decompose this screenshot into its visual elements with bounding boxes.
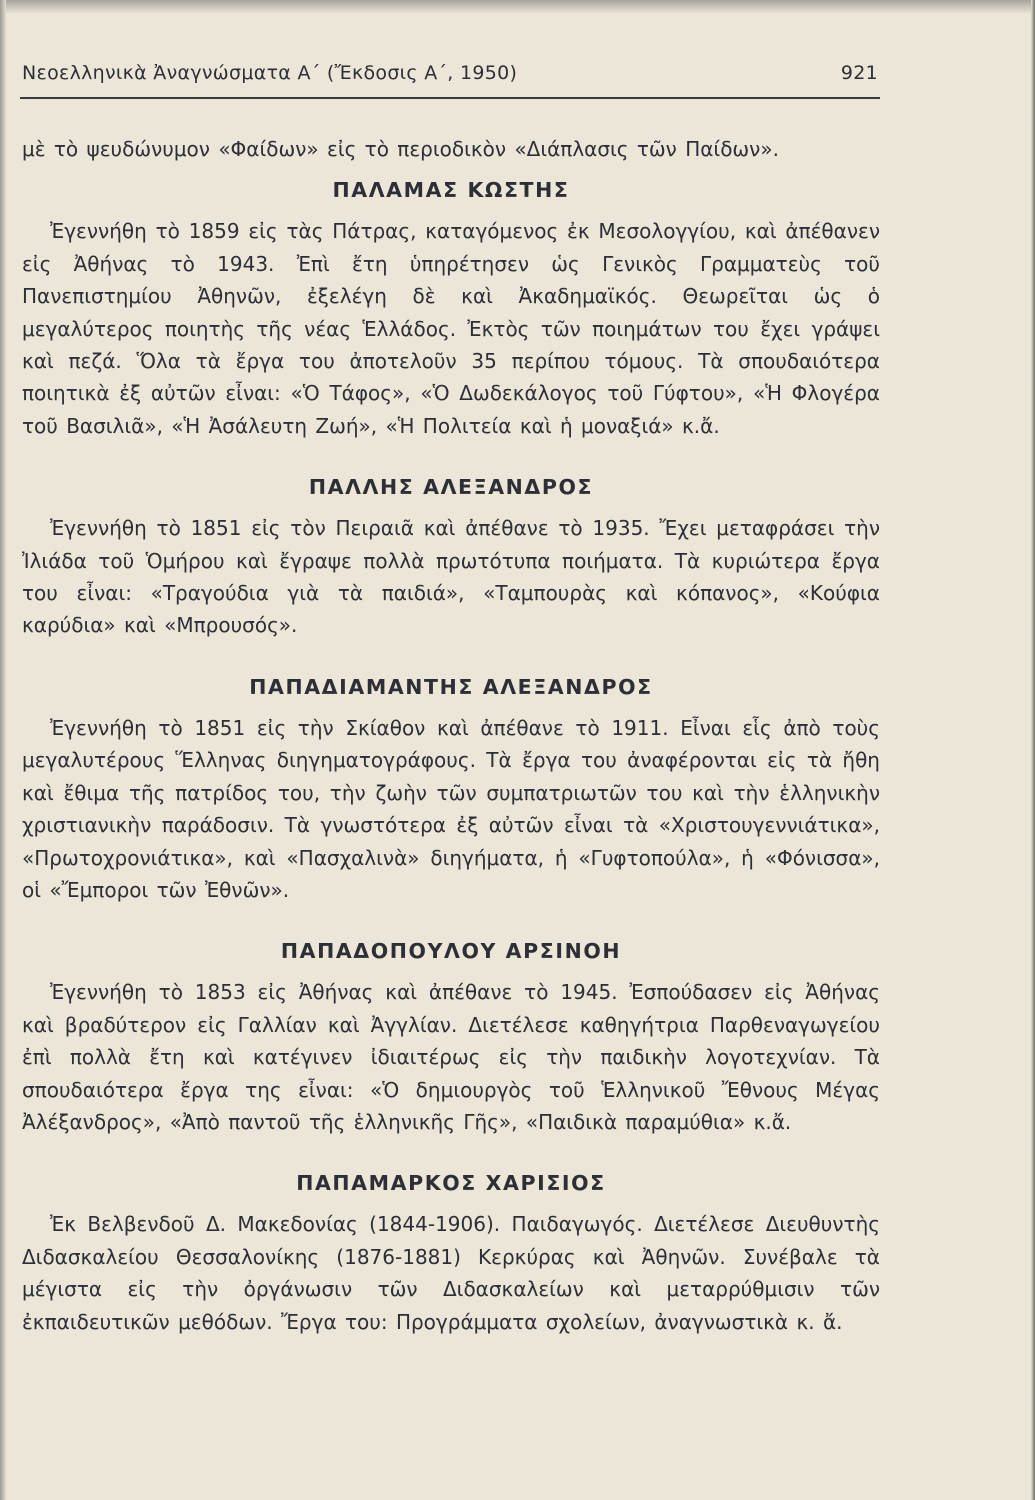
page-left-edge (0, 0, 6, 1500)
entry-heading-palamas: ΠΑΛΑΜΑΣ ΚΩΣΤΗΣ (332, 178, 570, 203)
entry-text-pallis: Ἐγεννήθη τὸ 1851 εἰς τὸν Πειραιᾶ καὶ ἀπέθανε τὸ 1935. Ἔχει μεταφράσει τὴν Ἰλιάδα τοῦ Ὁμήρου καὶ ἔγραψε πολλὰ πρωτότυπα ποιήματα. Τὰ κυριώτερα ἔργα του εἶναι: «Τραγούδια γιὰ τὰ παιδιά», «Ταμπουρὰς καὶ κόπανος», «Κούφια καρύδια» καὶ «Μπρουσός». (22, 516, 880, 638)
page-right-edge (1031, 0, 1035, 1500)
entry-heading-pallis: ΠΑΛΛΗΣ ΑΛΕΞΑΝΔΡΟΣ (308, 475, 594, 500)
entry-text-papadopoulou: Ἐγεννήθη τὸ 1853 εἰς Ἀθήνας καὶ ἀπέθανε τὸ 1945. Ἐσπούδασεν εἰς Ἀθήνας καὶ βραδύτερον εἰς Γαλλίαν καὶ Ἀγγλίαν. Διετέλεσε καθηγήτρια Παρθεναγωγείου ἐπὶ πολλὰ ἔτη καὶ κατέγινεν ἰδιαιτέρως εἰς τὴν παιδικὴν λογοτεχνίαν. Τὰ σπουδαιότερα ἔργα της εἶναι: «Ὁ δημιουργὸς τοῦ Ἑλληνικοῦ Ἔθνους Μέγας Ἀλέξανδρος», «Ἀπὸ παντοῦ τῆς ἑλληνικῆς Γῆς», «Παιδικὰ παραμύθια» κ.ἄ. (22, 980, 880, 1134)
running-head-title: Νεοελληνικὰ Ἀναγνώσματα Α΄ (Ἔκδοσις Α΄, 1950) (22, 62, 518, 84)
entry-text-papadiamantis: Ἐγεννήθη τὸ 1851 εἰς τὴν Σκίαθον καὶ ἀπέθανε τὸ 1911. Εἶναι εἷς ἀπὸ τοὺς μεγαλυτέρους Ἕλληνας διηγηματογράφους. Τὰ ἔργα του ἀναφέρονται εἰς τὰ ἤθη καὶ ἔθιμα τῆς πατρίδος του, τὴν ζωὴν τῶν συμπατριωτῶν του καὶ τὴν ἑλληνικὴν χριστιανικὴν παράδοσιν. Τὰ γνωστότερα ἐξ αὐτῶν εἶναι τὰ «Χριστουγεννιάτικα», «Πρωτοχρονιάτικα», καὶ «Πασχαλινὰ» διηγήματα, ἡ «Γυφτοπούλα», ἡ «Φόνισσα», οἱ «Ἔμποροι τῶν Ἐθνῶν». (22, 715, 880, 902)
page-number: 921 (840, 62, 878, 84)
page-content (22, 133, 880, 1338)
entry-text-papamarkos: Ἐκ Βελβενδοῦ Δ. Μακεδονίας (1844-1906). Παιδαγωγός. Διετέλεσε Διευθυντὴς Διδασκαλείου Θεσσαλονίκης (1876-1881) Κερκύρας καὶ Ἀθηνῶν. Συνέβαλε τὰ μέγιστα εἰς τὴν ὀργάνωσιν τῶν Διδασκαλείων καὶ μεταρρύθμισιν τῶν ἐκπαιδευτικῶν μεθόδων. Ἔργα του: Προγράμματα σχολείων, ἀναγνωστικὰ κ. ἄ. (22, 1212, 880, 1334)
running-head (22, 62, 878, 98)
page-top-shadow (0, 0, 1035, 14)
header-rule (20, 97, 880, 99)
entry-heading-papamarkos: ΠΑΠΑΜΑΡΚΟΣ ΧΑΡΙΣΙΟΣ (296, 1171, 606, 1196)
entry-heading-papadiamantis: ΠΑΠΑΔΙΑΜΑΝΤΗΣ ΑΛΕΞΑΝΔΡΟΣ (249, 674, 653, 699)
entry-heading-papadopoulou: ΠΑΠΑΔΟΠΟΥΛΟΥ ΑΡΣΙΝΟΗ (280, 939, 622, 964)
continuation-paragraph: μὲ τὸ ψευδώνυμον «Φαίδων» εἰς τὸ περιοδικὸν «Διάπλασις τῶν Παίδων». (22, 137, 779, 161)
entry-text-palamas: Ἐγεννήθη τὸ 1859 εἰς τὰς Πάτρας, καταγόμενος ἐκ Μεσολογγίου, καὶ ἀπέθανεν εἰς Ἀθήνας τὸ 1943. Ἐπὶ ἔτη ὑπηρέτησεν ὡς Γενικὸς Γραμματεὺς τοῦ Πανεπιστημίου Ἀθηνῶν, ἐξελέγη δὲ καὶ Ἀκαδημαϊκός. Θεωρεῖται ὡς ὁ μεγαλύτερος ποιητὴς τῆς νέας Ἑλλάδος. Ἐκτὸς τῶν ποιημάτων του ἔχει γράψει καὶ πεζά. Ὅλα τὰ ἔργα του ἀποτελοῦν 35 περίπου τόμους. Τὰ σπουδαιότερα ποιητικὰ ἐξ αὐτῶν εἶναι: «Ὁ Τάφος», «Ὁ Δωδεκάλογος τοῦ Γύφτου», «Ἡ Φλογέρα τοῦ Βασιλιᾶ», «Ἡ Ἀσάλευτη Ζωή», «Ἡ Πολιτεία καὶ ἡ μοναξιά» κ.ἄ. (22, 219, 880, 438)
